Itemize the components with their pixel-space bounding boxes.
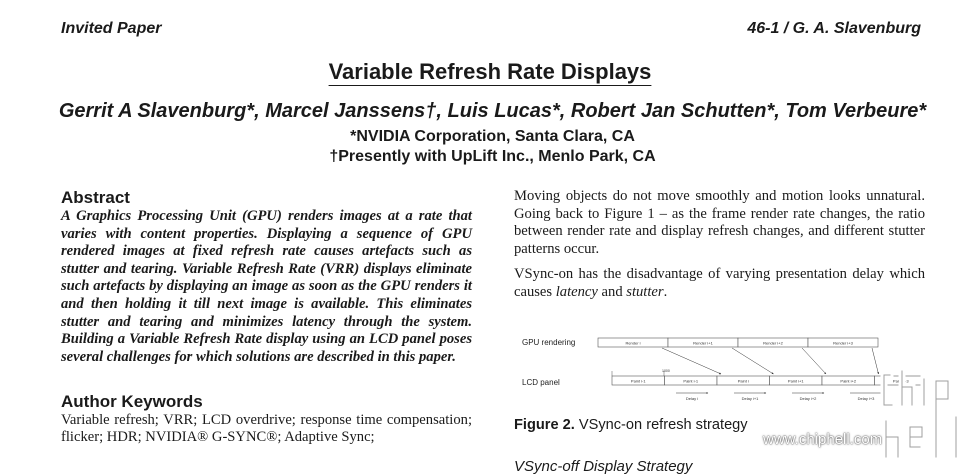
render-to-paint-arrow (662, 348, 721, 374)
delay-label: Delay i (685, 396, 699, 401)
paint-box-label: Paint i-1 (630, 378, 646, 384)
chiphell-logo (878, 365, 974, 465)
affiliation-uplift: †Presently with UpLift Inc., Menlo Park, CA (329, 148, 656, 165)
affiliation-nvidia: *NVIDIA Corporation, Santa Clara, CA (350, 128, 635, 145)
keywords-heading: Author Keywords (61, 392, 203, 411)
fig-row-label-lcd: LCD panel (522, 378, 560, 387)
render-row (598, 338, 878, 347)
render-box-label: Render i+1 (693, 340, 713, 346)
fig-vsync-label: 1000 (662, 369, 670, 373)
p2-em-latency: latency (555, 283, 598, 300)
running-header-left: Invited Paper (61, 20, 162, 37)
render-box-label: Render i+3 (833, 340, 853, 346)
delay-label: Delay i+3 (857, 396, 875, 401)
figure-caption-number: Figure 2. (514, 417, 575, 433)
paper-title (0, 59, 980, 85)
paint-box-label: Paint i+1 (787, 378, 804, 384)
keywords-body: Variable refresh; VRR; LCD overdrive; response time compensation; flicker; HDR; NVIDIA® G-SYNC®; Adaptive Sync; (61, 412, 472, 446)
render-to-paint-arrow (732, 348, 774, 374)
paint-box-label: Paint i (737, 378, 749, 384)
author-list: Gerrit A Slavenburg*, Marcel Janssens†, Luis Lucas*, Robert Jan Schutten*, Tom Verbeure* (58, 100, 927, 122)
render-box-label: Render i (625, 340, 641, 346)
figure-caption (514, 417, 748, 433)
p2-text-mid: and (597, 283, 627, 300)
paper-title-text: Variable Refresh Rate Displays (328, 59, 652, 84)
render-box-label: Render i+2 (763, 340, 783, 346)
paint-box-label: Paint i-1 (683, 378, 699, 384)
section-heading-vsync-off: VSync-off Display Strategy (514, 458, 693, 475)
p2-text-end: . (663, 283, 668, 300)
abstract-body: A Graphics Processing Unit (GPU) renders images at a rate that varies with content properties. Displaying a sequence of GPU rendered images at fixed refresh rate causes artefacts such as stutter and tearing. Variable Refresh Rate (VRR) displays eliminate such artefacts by displaying an image as soon as the GPU renders it and then holding it till next image is available. This eliminates stutter and tearing and minimizes latency through the system. Building a Variable Refresh Rate display using an LCD panel poses several challenges for which solutions are described in this paper. (61, 208, 472, 365)
fig-row-label-gpu: GPU rendering (522, 338, 576, 347)
delay-label: Delay i+2 (799, 396, 817, 401)
vsync-on-timing-figure (514, 330, 924, 410)
delay-row (676, 393, 882, 401)
fig-arrows (662, 348, 879, 374)
delay-label: Delay i+1 (741, 396, 759, 401)
paint-box-label: Paint i+3 (892, 378, 909, 384)
p2-text-start: VSync-on has the disadvantage of varying presentation delay which causes (514, 266, 925, 300)
render-to-paint-arrow (802, 348, 826, 374)
paint-box-label: Paint i+2 (840, 378, 857, 384)
watermark-url: www.chiphell.com (763, 431, 883, 448)
figure-caption-text: VSync-on refresh strategy (574, 417, 748, 433)
running-header-right: 46-1 / G. A. Slavenburg (747, 20, 921, 37)
p2-em-stutter: stutter (626, 283, 664, 300)
body-paragraph-stutter: Moving objects do not move smoothly and motion looks unnatural. Going back to Figure 1 – as the frame render rate changes, the ratio between render rate and display refresh changes, and different stutter patterns occur. (514, 188, 925, 257)
body-paragraph-vsync-on (514, 266, 925, 301)
abstract-heading: Abstract (61, 188, 130, 207)
